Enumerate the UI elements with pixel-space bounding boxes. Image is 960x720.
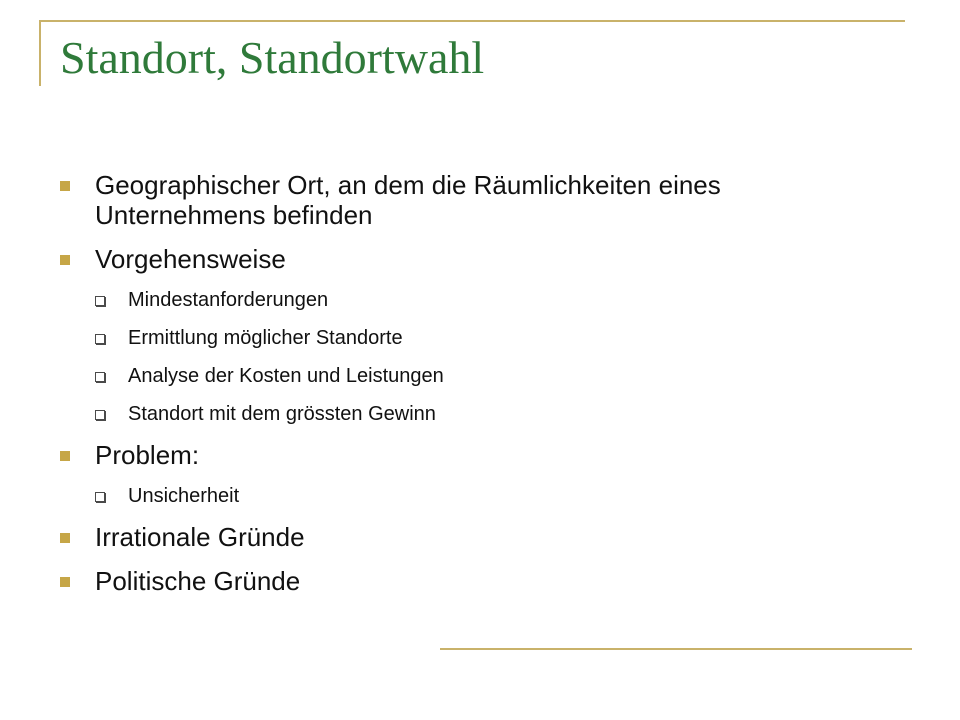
bullet-item	[60, 566, 860, 596]
sub-bullet-item	[95, 364, 860, 388]
square-bullet-icon	[60, 533, 70, 543]
bullet-item	[60, 244, 860, 274]
bullet-text: Irrationale Gründe	[95, 522, 305, 552]
bullet-item	[60, 522, 860, 552]
bullet-list	[60, 170, 860, 610]
sub-bullet-item	[95, 326, 860, 350]
bullet-text: Problem:	[95, 440, 200, 470]
bullet-item	[60, 170, 860, 230]
sub-bullet-text: Standort mit dem grössten Gewinn	[128, 403, 436, 425]
sub-bullet-item	[95, 288, 860, 312]
sub-bullet-text: Analyse der Kosten und Leistungen	[128, 365, 444, 387]
square-bullet-icon	[60, 451, 70, 461]
checkbox-bullet-icon	[95, 296, 105, 306]
bullet-item	[60, 440, 860, 470]
square-bullet-icon	[60, 255, 70, 265]
checkbox-bullet-icon	[95, 334, 105, 344]
checkbox-bullet-icon	[95, 410, 105, 420]
bullet-text: Politische Gründe	[95, 566, 301, 596]
sub-bullet-item	[95, 484, 860, 508]
bullet-text: Geographischer Ort, an dem die Räumlichkeiten eines Unternehmens befinden	[95, 170, 721, 230]
slide-title: Standort, Standortwahl	[60, 32, 485, 83]
sub-bullet-text: Mindestanforderungen	[128, 289, 329, 311]
sub-bullet-text: Ermittlung möglicher Standorte	[128, 327, 403, 349]
bottom-accent-rule	[440, 648, 912, 650]
left-accent-rule	[39, 20, 41, 86]
sub-bullet-text: Unsicherheit	[128, 485, 240, 507]
checkbox-bullet-icon	[95, 492, 105, 502]
sub-bullet-item	[95, 402, 860, 426]
top-accent-rule	[39, 20, 905, 22]
square-bullet-icon	[60, 577, 70, 587]
bullet-text: Vorgehensweise	[95, 244, 286, 274]
square-bullet-icon	[60, 181, 70, 191]
checkbox-bullet-icon	[95, 372, 105, 382]
